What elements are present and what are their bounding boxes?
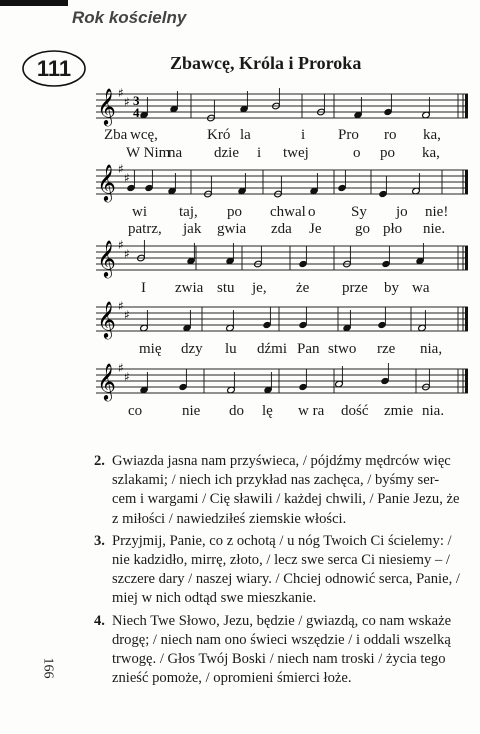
syllable: że (296, 280, 310, 296)
hymn-number-badge (21, 49, 87, 88)
syllable: rze (377, 341, 396, 357)
staff-1 (96, 84, 468, 128)
syllable: co (128, 403, 143, 419)
sharp-icon: ♯ (118, 162, 124, 176)
syllable: prze (342, 280, 368, 296)
time-signature: 3 (133, 93, 140, 108)
sharp-icon: ♯ (124, 171, 130, 185)
syllable: Kró (207, 127, 231, 143)
verse-line: nie kadzidło, mirrę, złoto, / lecz swe serca Ci niesiemy – / (112, 552, 450, 569)
syllable: o (353, 145, 361, 161)
verse-line: drogę; / niech nam ono świeci wszędzie / i oddali wszelką (112, 631, 451, 648)
verse-line: Niech Twe Słowo, Jezu, będzie / gwiazdą, co nam wskaże (112, 612, 452, 629)
lyric-line-1 (96, 127, 468, 145)
treble-clef-icon: 𝄞 (97, 300, 116, 338)
lyric-line-5 (96, 280, 468, 298)
hymn-number: 111 (36, 56, 72, 81)
syllable: na (168, 145, 183, 161)
syllable: mię (139, 341, 162, 357)
verse-3 (94, 532, 466, 609)
syllable: zda (271, 221, 292, 237)
syllable: Pro (338, 127, 359, 143)
hymn-title: Zbawcę, Króla i Proroka (170, 53, 362, 73)
syllable: wi (132, 204, 147, 220)
section-title: Rok kościelny (72, 8, 187, 27)
syllable: dzy (181, 341, 203, 357)
syllable: Pan (297, 341, 320, 357)
time-signature: 4 (133, 105, 140, 120)
treble-clef-icon: 𝄞 (97, 87, 116, 125)
syllable: stu (217, 280, 235, 296)
syllable: nie. (423, 221, 446, 237)
sharp-icon: ♯ (118, 86, 124, 100)
syllable: Zba (104, 127, 128, 143)
staff-5 (96, 359, 468, 403)
sharp-icon: ♯ (124, 370, 130, 384)
syllable: i (301, 127, 306, 143)
staff-3 (96, 236, 468, 280)
verse-line: trwogę. / Głos Twój Boski / niech nam troski / życia tego (112, 651, 446, 668)
syllable: taj, (179, 204, 198, 220)
treble-clef-icon: 𝄞 (97, 163, 116, 201)
verse-line: Gwiazda jasna nam przyświeca, / pójdźmy mędrców więc (112, 453, 451, 469)
verse-line: cem i wargami / Cię sławili / każdej chwili, / Panie Jezu, że (112, 491, 460, 508)
verse-number: 4. (94, 612, 105, 629)
verse-line: z miłości / nawiedziłeś ziemskie włości. (112, 510, 347, 527)
header-bar (0, 0, 68, 6)
lyric-line-2 (96, 145, 468, 163)
treble-clef-icon: 𝄞 (97, 362, 116, 400)
syllable: nie (182, 403, 201, 419)
syllable: o (308, 204, 316, 220)
verse-4 (94, 612, 466, 689)
syllable: i (257, 145, 262, 161)
syllable: ka, (423, 127, 441, 143)
verse-line: miej w nich odtąd swe mieszkanie. (112, 590, 317, 607)
sharp-icon: ♯ (118, 299, 124, 313)
syllable: Je (309, 221, 322, 237)
syllable: nia, (420, 341, 443, 357)
syllable: je, (252, 280, 267, 296)
sharp-icon: ♯ (124, 308, 130, 322)
verses (94, 452, 466, 691)
syllable: dzie (214, 145, 239, 161)
verse-line: szczere dary / naszej wiary. / Chciej odnowić serca, Panie, / (112, 571, 460, 588)
syllable: nia. (422, 403, 445, 419)
lyric-line-4 (96, 221, 468, 239)
syllable: zwia (175, 280, 204, 296)
verse-2 (94, 452, 466, 529)
syllable: patrz, (128, 221, 162, 237)
syllable: twej (283, 145, 309, 161)
syllable: pło (383, 221, 403, 237)
syllable: zmie (384, 403, 414, 419)
treble-clef-icon: 𝄞 (97, 239, 116, 277)
syllable: wa (412, 280, 430, 296)
sharp-icon: ♯ (118, 238, 124, 252)
staff-2 (96, 160, 468, 204)
syllable: nie! (425, 204, 449, 220)
verse-number: 2. (94, 453, 105, 469)
sharp-icon: ♯ (124, 95, 130, 109)
syllable: chwal (270, 204, 306, 220)
syllable: po (380, 145, 395, 161)
verse-line: szlakami; / niech ich przykład nas zachęca, / byśmy ser- (112, 472, 440, 489)
staff-4 (96, 297, 468, 341)
lyric-line-7 (96, 403, 468, 421)
syllable: by (384, 280, 399, 296)
syllable: Sy (351, 204, 367, 220)
syllable: W Nim (126, 145, 171, 161)
lyric-line-6 (96, 341, 468, 359)
syllable: ro (384, 127, 397, 143)
syllable: w ra (298, 403, 325, 419)
syllable: ka, (422, 145, 440, 161)
syllable: wcę, (130, 127, 158, 143)
syllable: do (229, 403, 244, 419)
syllable: I (141, 280, 146, 296)
verse-number: 3. (94, 532, 105, 549)
syllable: jak (183, 221, 202, 237)
syllable: la (240, 127, 251, 143)
syllable: po (227, 204, 242, 220)
syllable: stwo (328, 341, 357, 357)
syllable: dźmi (257, 341, 287, 357)
sharp-icon: ♯ (124, 247, 130, 261)
syllable: jo (396, 204, 408, 220)
syllable: lę (262, 403, 273, 419)
page-number: 166 (40, 657, 56, 679)
lyric-line-3 (96, 204, 468, 222)
sharp-icon: ♯ (118, 361, 124, 375)
syllable: go (355, 221, 370, 237)
syllable: dość (341, 403, 369, 419)
verse-line: Przyjmij, Panie, co z ochotą / u nóg Twoich Ci ścielemy: / (112, 532, 452, 549)
syllable: lu (225, 341, 237, 357)
verse-line: znieść pomoże, / opromieni śmierci łoże. (112, 670, 352, 687)
syllable: gwia (217, 221, 247, 237)
